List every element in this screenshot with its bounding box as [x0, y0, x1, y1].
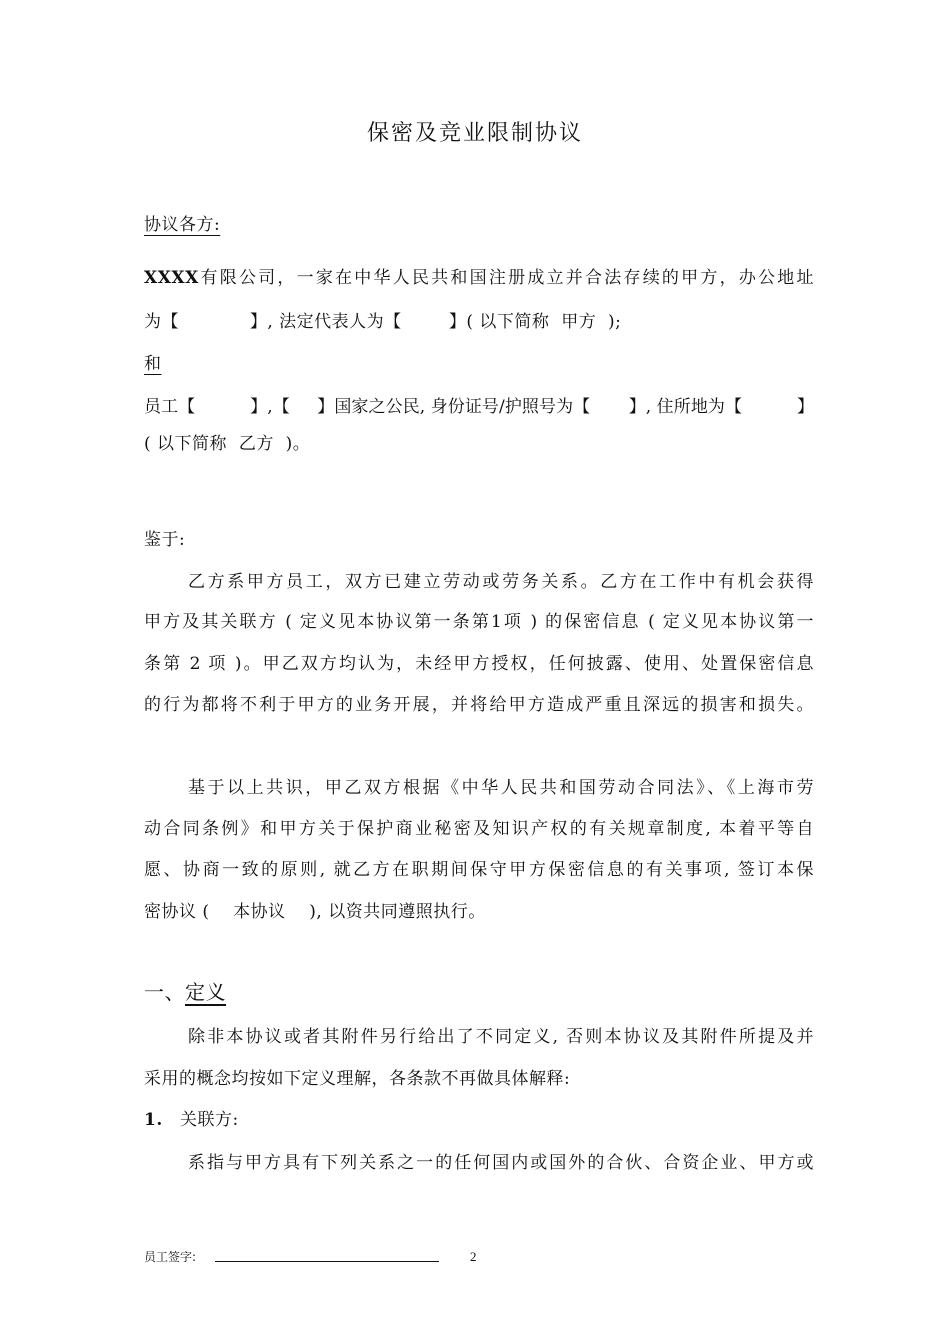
party-a-line-2: 为【 】, 法定代表人为【 】( 以下简称 甲方 ); — [144, 312, 622, 332]
item-1-heading — [144, 1108, 239, 1132]
section-1-intro-line-2: 采用的概念均按如下定义理解，各条款不再做具体解释: — [144, 1069, 571, 1089]
party-a-line-1 — [144, 266, 814, 290]
party-b-line-2: ( 以下简称 乙方 )。 — [144, 434, 311, 454]
section-1-title: 定义 — [185, 980, 226, 1004]
company-name: XXXX — [144, 268, 199, 288]
document-title: 保密及竞业限制协议 — [366, 121, 583, 146]
whereas-line-4: 的行为都将不利于甲方的业务开展，并将给甲方造成严重且深远的损害和损失。 — [144, 695, 814, 715]
section-1-heading — [144, 980, 226, 1004]
section-1-intro-line-1: 除非本协议或者其附件另行给出了不同定义, 否则本协议及其附件所提及并 — [188, 1027, 814, 1047]
basis-line-2: 动合同条例》和甲方关于保护商业秘密及知识产权的有关规章制度, 本着平等自 — [144, 819, 814, 839]
signature-label: 员工签字: — [144, 1250, 197, 1264]
whereas-line-1: 乙方系甲方员工，双方已建立劳动或劳务关系。乙方在工作中有机会获得 — [188, 572, 814, 592]
item-1-text: 系指与甲方具有下列关系之一的任何国内或国外的合伙、合资企业、甲方或 — [188, 1153, 814, 1173]
signature-line[interactable] — [215, 1261, 439, 1262]
basis-line-1: 基于以上共识，甲乙双方根据《中华人民共和国劳动合同法》、《上海市劳 — [188, 778, 814, 798]
basis-line-3: 愿、协商一致的原则, 就乙方在职期间保守甲方保密信息的有关事项, 签订本保 — [144, 860, 814, 880]
basis-line-4: 密协议 ( 本协议 ), 以资共同遵照执行。 — [144, 902, 486, 922]
party-b-line-1: 员工【 】,【 】国家之公民, 身份证号/护照号为【 】, 住所地为【 】 — [144, 397, 814, 417]
whereas-line-2: 甲方及其关联方 ( 定义见本协议第一条第1项 ) 的保密信息 ( 定义见本协议第一 — [144, 612, 814, 632]
section-1-number: 一、 — [144, 980, 185, 1004]
parties-label: 协议各方: — [144, 215, 221, 235]
and-label: 和 — [144, 354, 162, 374]
whereas-line-3: 条第 2 项 )。甲乙双方均认为，未经甲方授权，任何披露、使用、处置保密信息 — [144, 654, 814, 674]
whereas-label: 鉴于: — [144, 530, 186, 550]
party-a-line-1-text: 有限公司，一家在中华人民共和国注册成立并合法存续的甲方，办公地址 — [198, 268, 814, 288]
page-number: 2 — [470, 1249, 477, 1264]
item-1-label: 关联方: — [180, 1110, 239, 1130]
item-1-number: 1. — [144, 1110, 163, 1130]
